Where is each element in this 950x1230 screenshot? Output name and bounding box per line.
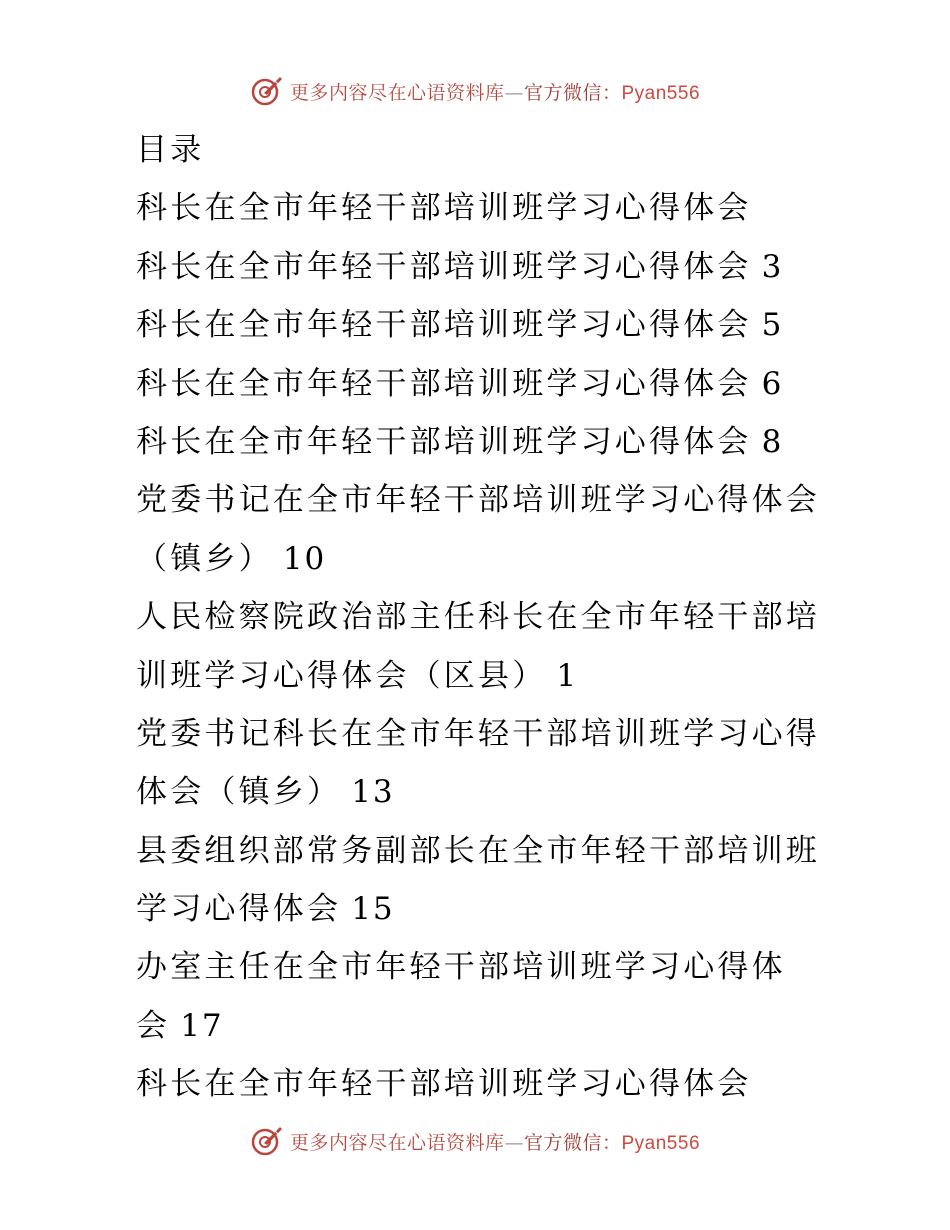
table-of-contents bbox=[136, 121, 836, 1114]
toc-entry bbox=[136, 296, 836, 354]
footer-main-text: 更多内容尽在心语资料库 bbox=[289, 1131, 505, 1154]
toc-entry bbox=[136, 238, 836, 296]
toc-entry-title: 人民检察院政治部主任科长在全市年轻干部培 bbox=[136, 599, 820, 636]
toc-entry-page: 15 bbox=[351, 891, 395, 928]
quill-circle-icon bbox=[250, 1124, 284, 1158]
toc-heading-text: 目录 bbox=[136, 132, 205, 168]
toc-entry-title: 训班学习心得体会（区县） bbox=[136, 657, 547, 694]
toc-entry-title: （镇乡） bbox=[136, 540, 273, 577]
toc-entry-title: 科长在全市年轻干部培训班学习心得体会 bbox=[136, 190, 752, 227]
toc-heading bbox=[136, 121, 836, 179]
toc-entry bbox=[136, 413, 836, 471]
toc-entry bbox=[136, 880, 836, 938]
toc-entry-title: 科长在全市年轻干部培训班学习心得体会 bbox=[136, 365, 752, 402]
toc-entry bbox=[136, 179, 836, 237]
footer-wechat-label: 官方微信： bbox=[523, 1131, 622, 1154]
toc-entry bbox=[136, 1055, 836, 1113]
toc-entry-page: 8 bbox=[761, 423, 784, 460]
toc-entry-title: 科长在全市年轻干部培训班学习心得体会 bbox=[136, 423, 752, 460]
toc-entry bbox=[136, 822, 836, 880]
toc-entry-page: 5 bbox=[761, 307, 784, 344]
header-dash: — bbox=[504, 81, 524, 104]
toc-entry-page: 10 bbox=[282, 540, 327, 577]
toc-entry-title: 科长在全市年轻干部培训班学习心得体会 bbox=[136, 307, 752, 344]
header-text bbox=[290, 78, 700, 105]
toc-entry bbox=[136, 705, 836, 763]
toc-entry-page: 6 bbox=[761, 365, 784, 402]
footer-text bbox=[290, 1128, 700, 1155]
toc-entry-title: 科长在全市年轻干部培训班学习心得体会 bbox=[136, 1066, 752, 1103]
toc-entry bbox=[136, 355, 836, 413]
toc-entry bbox=[136, 588, 836, 646]
header-banner bbox=[0, 71, 950, 111]
toc-entry bbox=[136, 647, 836, 705]
toc-entry-title: 体会（镇乡） bbox=[136, 774, 342, 811]
toc-entry bbox=[136, 471, 836, 529]
toc-entry-page: 13 bbox=[351, 774, 395, 811]
toc-entry bbox=[136, 763, 836, 821]
toc-entry bbox=[136, 530, 836, 588]
toc-entry bbox=[136, 997, 836, 1055]
quill-circle-icon bbox=[250, 74, 284, 108]
footer-dash: — bbox=[504, 1131, 524, 1154]
footer-wechat-id: Pyan556 bbox=[621, 1132, 701, 1154]
toc-entry-title: 党委书记科长在全市年轻干部培训班学习心得 bbox=[136, 715, 820, 752]
header-main-text: 更多内容尽在心语资料库 bbox=[289, 81, 505, 104]
toc-entry-title: 会 bbox=[136, 1007, 171, 1044]
toc-entry bbox=[136, 938, 836, 996]
footer-banner bbox=[0, 1121, 950, 1161]
toc-entry-page: 3 bbox=[761, 248, 784, 285]
toc-entry-title: 学习心得体会 bbox=[136, 891, 342, 928]
toc-entry-title: 办室主任在全市年轻干部培训班学习心得体 bbox=[136, 949, 786, 986]
toc-entry-page: 1 bbox=[556, 657, 579, 694]
toc-entry-title: 科长在全市年轻干部培训班学习心得体会 bbox=[136, 248, 752, 285]
toc-entry-title: 党委书记在全市年轻干部培训班学习心得体会 bbox=[136, 482, 820, 519]
toc-entry-page: 17 bbox=[180, 1007, 224, 1044]
toc-entry-title: 县委组织部常务副部长在全市年轻干部培训班 bbox=[136, 832, 820, 869]
header-wechat-id: Pyan556 bbox=[621, 82, 701, 104]
header-wechat-label: 官方微信： bbox=[523, 81, 622, 104]
